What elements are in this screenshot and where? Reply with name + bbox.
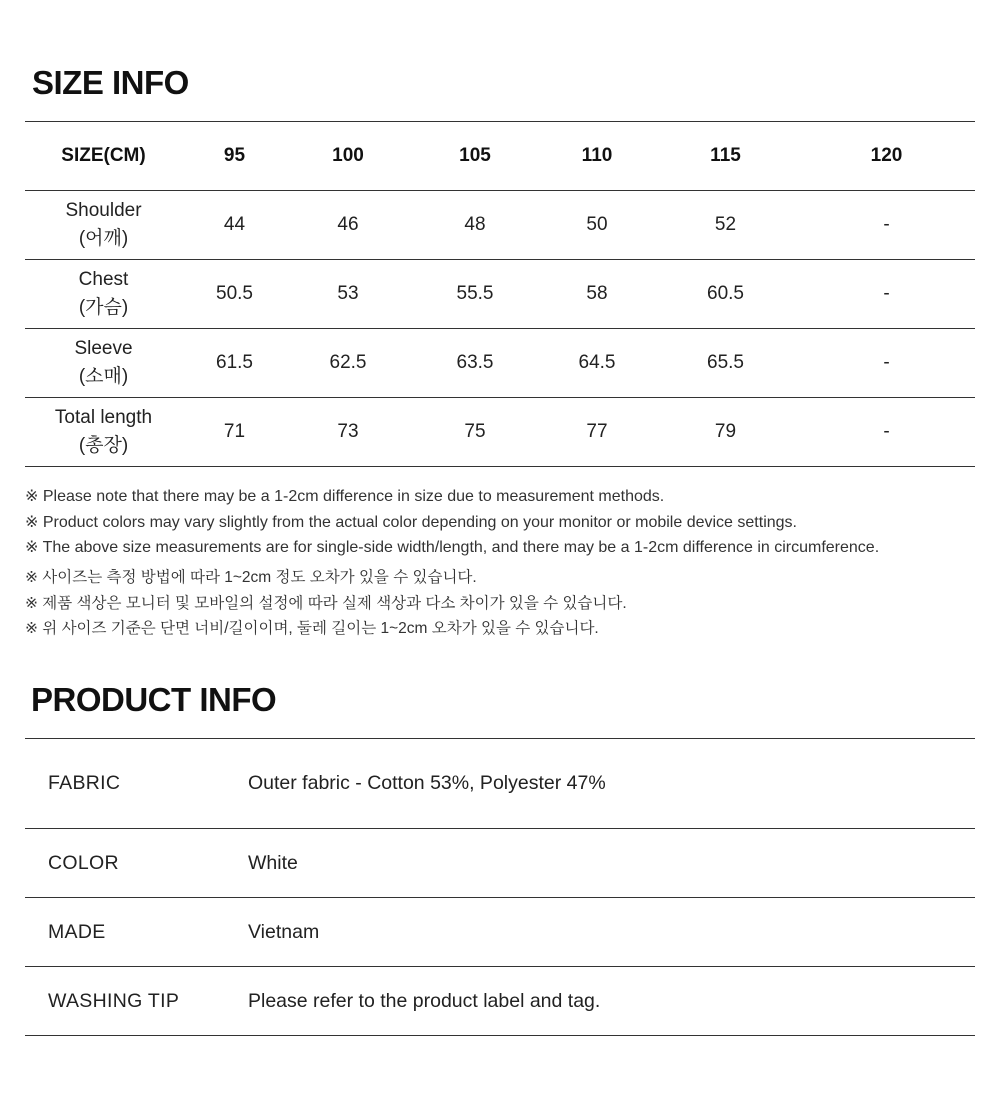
note-line: ※ Please note that there may be a 1-2cm difference in size due to measurement methods. [25,488,665,505]
note-line: ※ The above size measurements are for single-side width/length, and there may be a 1-2cm difference in circumference. [25,539,880,556]
note-line: ※ 제품 색상은 모니터 및 모바일의 설정에 따라 실제 색상과 다소 차이가 있을 수 있습니다. [25,594,627,612]
row-label-ko: (어깨) [78,228,129,249]
size-cell: 50.5 [216,283,253,304]
size-cell: 44 [223,214,246,235]
size-cell: 50 [586,214,608,235]
size-cell: 65.5 [707,352,744,373]
row-label-ko: (가슴) [78,297,129,318]
size-cell: 79 [714,421,737,442]
size-cell: - [883,283,890,304]
product-value: Outer fabric - Cotton 53%, Polyester 47% [248,772,606,794]
size-cell: 71 [223,421,246,442]
size-column-header: 110 [581,145,613,166]
size-cell: 52 [714,214,737,235]
size-cell: 61.5 [216,352,253,373]
size-cell: 73 [337,421,359,442]
size-cell: 46 [337,214,359,235]
size-cell: 64.5 [578,352,616,373]
size-column-header: 105 [459,145,491,166]
size-table-row-shoulder [25,191,975,260]
row-label-en: Sleeve [74,338,133,359]
size-info-title: SIZE INFO [32,64,189,101]
product-label: MADE [48,920,106,943]
product-label: WASHING TIP [48,989,180,1012]
size-cell: 60.5 [707,283,744,304]
size-cell: 48 [464,214,486,235]
product-info-table [25,738,975,1036]
note-line: ※ 사이즈는 측정 방법에 따라 1~2cm 정도 오차가 있을 수 있습니다. [25,569,477,586]
row-label [25,191,182,260]
size-cell: - [883,421,890,442]
row-label [25,398,182,467]
size-column-header: 120 [870,145,903,166]
size-column-header: SIZE(CM) [61,145,146,166]
row-label [25,260,182,329]
size-cell: - [883,214,890,235]
size-table [25,121,975,467]
size-table-row-total-length [25,398,975,467]
product-row-fabric [25,739,975,829]
size-notes-korean [25,565,985,642]
size-cell: 77 [586,421,608,442]
size-column-header: 115 [710,145,741,166]
row-label-en: Total length [54,407,153,428]
size-table-row-sleeve [25,329,975,398]
product-row-color [25,829,975,898]
row-label-ko: (소매) [78,366,129,387]
row-label-en: Chest [78,269,129,290]
product-row-washing-tip [25,967,975,1036]
product-label: COLOR [48,851,119,874]
product-value: Vietnam [248,920,320,943]
size-cell: 63.5 [456,352,494,373]
size-notes-english [25,484,985,561]
size-table-header-row [25,122,975,191]
product-label: FABRIC [48,772,121,794]
row-label-ko: (총장) [78,435,129,456]
size-cell: 75 [464,421,486,442]
size-cell: 58 [586,283,608,304]
product-value: Please refer to the product label and tag. [248,989,601,1012]
row-label [25,329,182,398]
size-column-header: 95 [223,145,246,166]
row-label-en: Shoulder [65,200,142,221]
product-value: White [248,851,298,874]
size-cell: 53 [337,283,359,304]
note-line: ※ 위 사이즈 기준은 단면 너비/길이이며, 둘레 길이는 1~2cm 오차가 있을 수 있습니다. [25,620,599,637]
product-row-made [25,898,975,967]
note-line: ※ Product colors may vary slightly from the actual color depending on your monitor or mobile device settings. [25,513,797,531]
size-column-header: 100 [332,145,364,166]
size-table-row-chest [25,260,975,329]
product-info-title: PRODUCT INFO [31,681,277,718]
size-cell: 62.5 [329,352,367,373]
size-cell: - [883,352,890,373]
size-cell: 55.5 [456,283,494,304]
